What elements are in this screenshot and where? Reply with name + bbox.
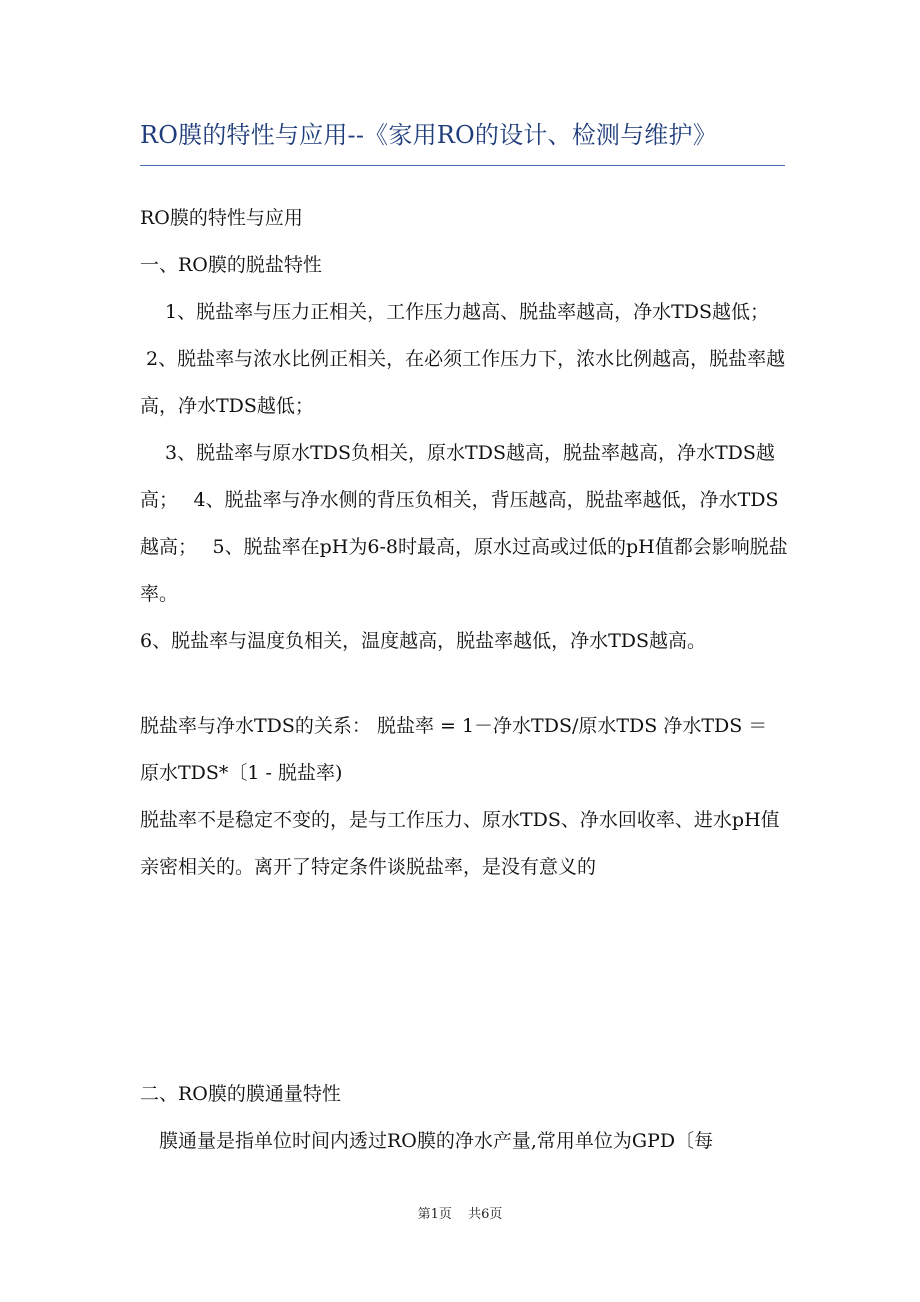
paragraph-1: 1、脱盐率与压力正相关，工作压力越高、脱盐率越高，净水TDS越低； 2、脱盐率与浓水比例正相关，在必须工作压力下，浓水比例越高，脱盐率越高，净水TDS越低； xyxy=(140,301,786,417)
page-total: 共6页 xyxy=(468,1207,503,1222)
paragraph-5: 脱盐率不是稳定不变的，是与工作压力、原水TDS、净水回收率、进水pH值亲密相关的。离开了特定条件谈脱盐率，是没有意义的 xyxy=(140,809,780,878)
part2-heading: 二、RO膜的膜通量特性 xyxy=(140,1083,341,1105)
paragraph-3: 6、脱盐率与温度负相关，温度越高，脱盐率越低，净水TDS越高。 xyxy=(140,630,707,652)
document-body xyxy=(140,195,788,1165)
spacer xyxy=(140,665,788,703)
title-underline xyxy=(140,165,785,166)
spacer xyxy=(140,891,788,1071)
paragraph-2: 3、脱盐率与原水TDS负相关，原水TDS越高，脱盐率越高，净水TDS越高； 4、脱盐率与净水侧的背压负相关，背压越高，脱盐率越低，净水TDS越高； 5、脱盐率在pH为6-8时最高，原水过高或过低的pH值都会影响脱盐率。 xyxy=(140,442,788,605)
paragraph-6: 膜通量是指单位时间内透过RO膜的净水产量,常用单位为GPD〔每 xyxy=(140,1130,714,1152)
paragraph-4: 脱盐率与净水TDS的关系： 脱盐率 = 1－净水TDS/原水TDS 净水TDS ＝ 原水TDS*〔1 - 脱盐率) xyxy=(140,715,768,784)
page-number: 第1页 xyxy=(417,1207,452,1222)
part1-heading: 一、RO膜的脱盐特性 xyxy=(140,254,322,276)
document-title: RO膜的特性与应用--《家用RO的设计、检测与维护》 xyxy=(140,121,717,149)
section-heading: RO膜的特性与应用 xyxy=(140,207,303,229)
page-footer xyxy=(0,1203,920,1222)
